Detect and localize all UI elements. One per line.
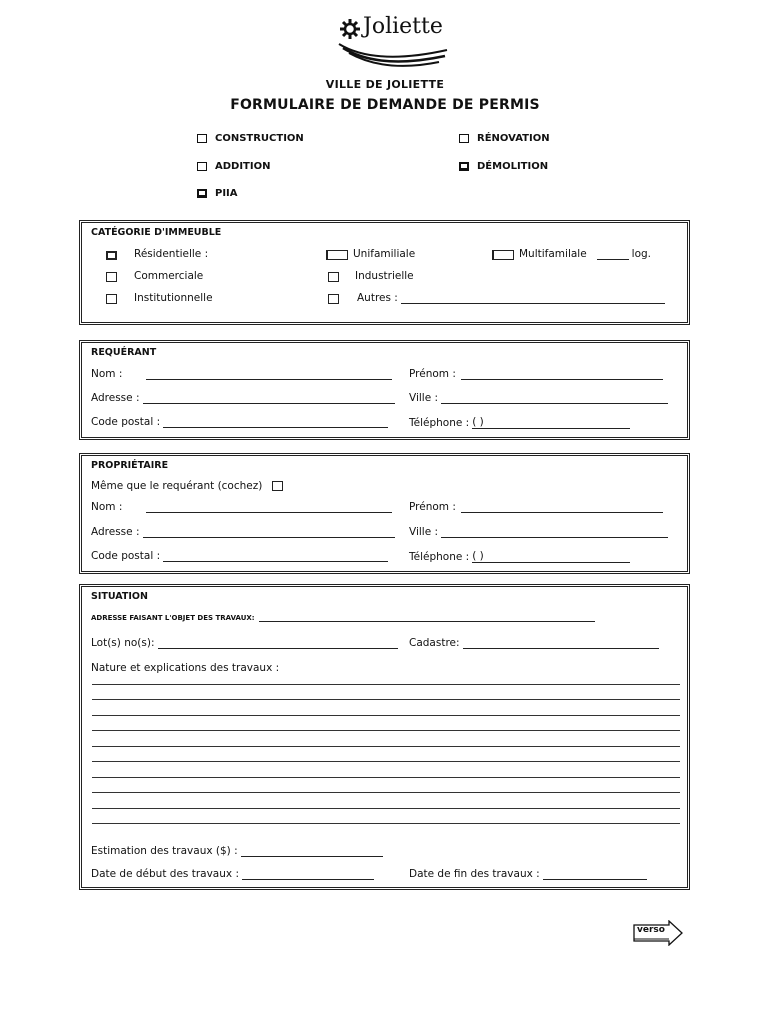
section-situation bbox=[79, 584, 690, 890]
checkbox[interactable] bbox=[328, 272, 339, 282]
nature-line[interactable] bbox=[92, 699, 680, 700]
first-name-field[interactable] bbox=[461, 379, 663, 380]
row-work-address[interactable]: ADRESSE FAISANT L'OBJET DES TRAVAUX: bbox=[91, 614, 595, 622]
checkbox[interactable] bbox=[272, 481, 283, 491]
work-address-field[interactable] bbox=[259, 621, 595, 622]
row-address[interactable]: Adresse : bbox=[91, 392, 395, 404]
first-name-field[interactable] bbox=[461, 512, 663, 513]
checkbox[interactable] bbox=[459, 134, 469, 143]
row-first-name[interactable]: Prénom : bbox=[409, 501, 663, 513]
nature-line[interactable] bbox=[92, 746, 680, 747]
row-first-name[interactable]: Prénom : bbox=[409, 368, 663, 380]
checkbox[interactable] bbox=[328, 294, 339, 304]
city-name: VILLE DE JOLIETTE bbox=[325, 78, 445, 91]
row-start-date[interactable]: Date de début des travaux : bbox=[91, 868, 374, 880]
swoosh-icon bbox=[335, 40, 455, 74]
checkbox[interactable] bbox=[106, 272, 117, 282]
section-title: CATÉGORIE D'IMMEUBLE bbox=[91, 227, 222, 238]
nature-line[interactable] bbox=[92, 792, 680, 793]
phone-field[interactable] bbox=[484, 428, 630, 429]
row-institutional[interactable]: Institutionnelle bbox=[106, 292, 213, 304]
nature-line[interactable] bbox=[92, 777, 680, 778]
row-postal[interactable]: Code postal : bbox=[91, 416, 388, 428]
checkbox[interactable] bbox=[106, 251, 117, 260]
row-phone[interactable]: Téléphone : ( ) bbox=[409, 416, 630, 429]
lots-field[interactable] bbox=[158, 648, 398, 649]
row-single-family[interactable]: Unifamiliale bbox=[326, 248, 415, 260]
option-construction[interactable]: CONSTRUCTION bbox=[197, 133, 304, 144]
row-city[interactable]: Ville : bbox=[409, 392, 668, 404]
joliette-logo bbox=[335, 12, 455, 72]
row-same-as-applicant[interactable]: Même que le requérant (cochez) bbox=[91, 480, 283, 492]
cadastre-field[interactable] bbox=[463, 648, 659, 649]
section-title: REQUÉRANT bbox=[91, 347, 157, 358]
row-industrial[interactable]: Industrielle bbox=[328, 270, 414, 282]
section-title: SITUATION bbox=[91, 591, 148, 602]
row-commercial[interactable]: Commerciale bbox=[106, 270, 203, 282]
row-postal[interactable]: Code postal : bbox=[91, 550, 388, 562]
checkbox[interactable] bbox=[197, 189, 207, 198]
nature-line[interactable] bbox=[92, 808, 680, 809]
phone-field[interactable] bbox=[484, 562, 630, 563]
checkbox[interactable] bbox=[459, 162, 469, 171]
city-field[interactable] bbox=[441, 537, 668, 538]
nature-line[interactable] bbox=[92, 761, 680, 762]
log-count-field[interactable] bbox=[597, 259, 629, 260]
section-applicant bbox=[79, 340, 690, 440]
city-field[interactable] bbox=[441, 403, 668, 404]
option-piia[interactable]: PIIA bbox=[197, 188, 238, 199]
checkbox[interactable] bbox=[492, 250, 514, 260]
row-residential[interactable]: Résidentielle : bbox=[106, 248, 208, 260]
checkbox[interactable] bbox=[326, 250, 348, 260]
row-name[interactable]: Nom : bbox=[91, 368, 392, 380]
section-owner bbox=[79, 453, 690, 574]
end-date-field[interactable] bbox=[543, 879, 647, 880]
nature-line[interactable] bbox=[92, 823, 680, 824]
logo-text: Joliette bbox=[363, 14, 443, 39]
checkbox[interactable] bbox=[197, 134, 207, 143]
checkbox[interactable] bbox=[106, 294, 117, 304]
section-title: PROPRIÉTAIRE bbox=[91, 460, 169, 471]
address-field[interactable] bbox=[143, 403, 395, 404]
row-address[interactable]: Adresse : bbox=[91, 526, 395, 538]
postal-field[interactable] bbox=[163, 427, 388, 428]
other-field[interactable] bbox=[401, 303, 665, 304]
address-field[interactable] bbox=[143, 537, 395, 538]
row-multi-family[interactable]: Multifamilale log. bbox=[492, 248, 651, 260]
row-lots[interactable]: Lot(s) no(s): bbox=[91, 637, 398, 649]
section-category bbox=[79, 220, 690, 325]
verso-label: verso bbox=[637, 925, 665, 935]
start-date-field[interactable] bbox=[242, 879, 374, 880]
option-demolition[interactable]: DÉMOLITION bbox=[459, 161, 548, 172]
nature-label: Nature et explications des travaux : bbox=[91, 662, 280, 674]
postal-field[interactable] bbox=[163, 561, 388, 562]
nature-line[interactable] bbox=[92, 684, 680, 685]
option-addition[interactable]: ADDITION bbox=[197, 161, 270, 172]
row-estimate[interactable]: Estimation des travaux ($) : bbox=[91, 845, 383, 857]
row-city[interactable]: Ville : bbox=[409, 526, 668, 538]
name-field[interactable] bbox=[146, 512, 392, 513]
estimate-field[interactable] bbox=[241, 856, 383, 857]
checkbox[interactable] bbox=[197, 162, 207, 171]
verso-arrow[interactable] bbox=[633, 920, 683, 950]
gear-icon bbox=[339, 18, 361, 40]
row-other[interactable]: Autres : bbox=[328, 292, 665, 304]
option-renovation[interactable]: RÉNOVATION bbox=[459, 133, 550, 144]
row-end-date[interactable]: Date de fin des travaux : bbox=[409, 868, 647, 880]
nature-line[interactable] bbox=[92, 715, 680, 716]
nature-line[interactable] bbox=[92, 730, 680, 731]
row-name[interactable]: Nom : bbox=[91, 501, 392, 513]
name-field[interactable] bbox=[146, 379, 392, 380]
row-cadastre[interactable]: Cadastre: bbox=[409, 637, 659, 649]
form-title: FORMULAIRE DE DEMANDE DE PERMIS bbox=[230, 97, 540, 113]
row-phone[interactable]: Téléphone : ( ) bbox=[409, 550, 630, 563]
